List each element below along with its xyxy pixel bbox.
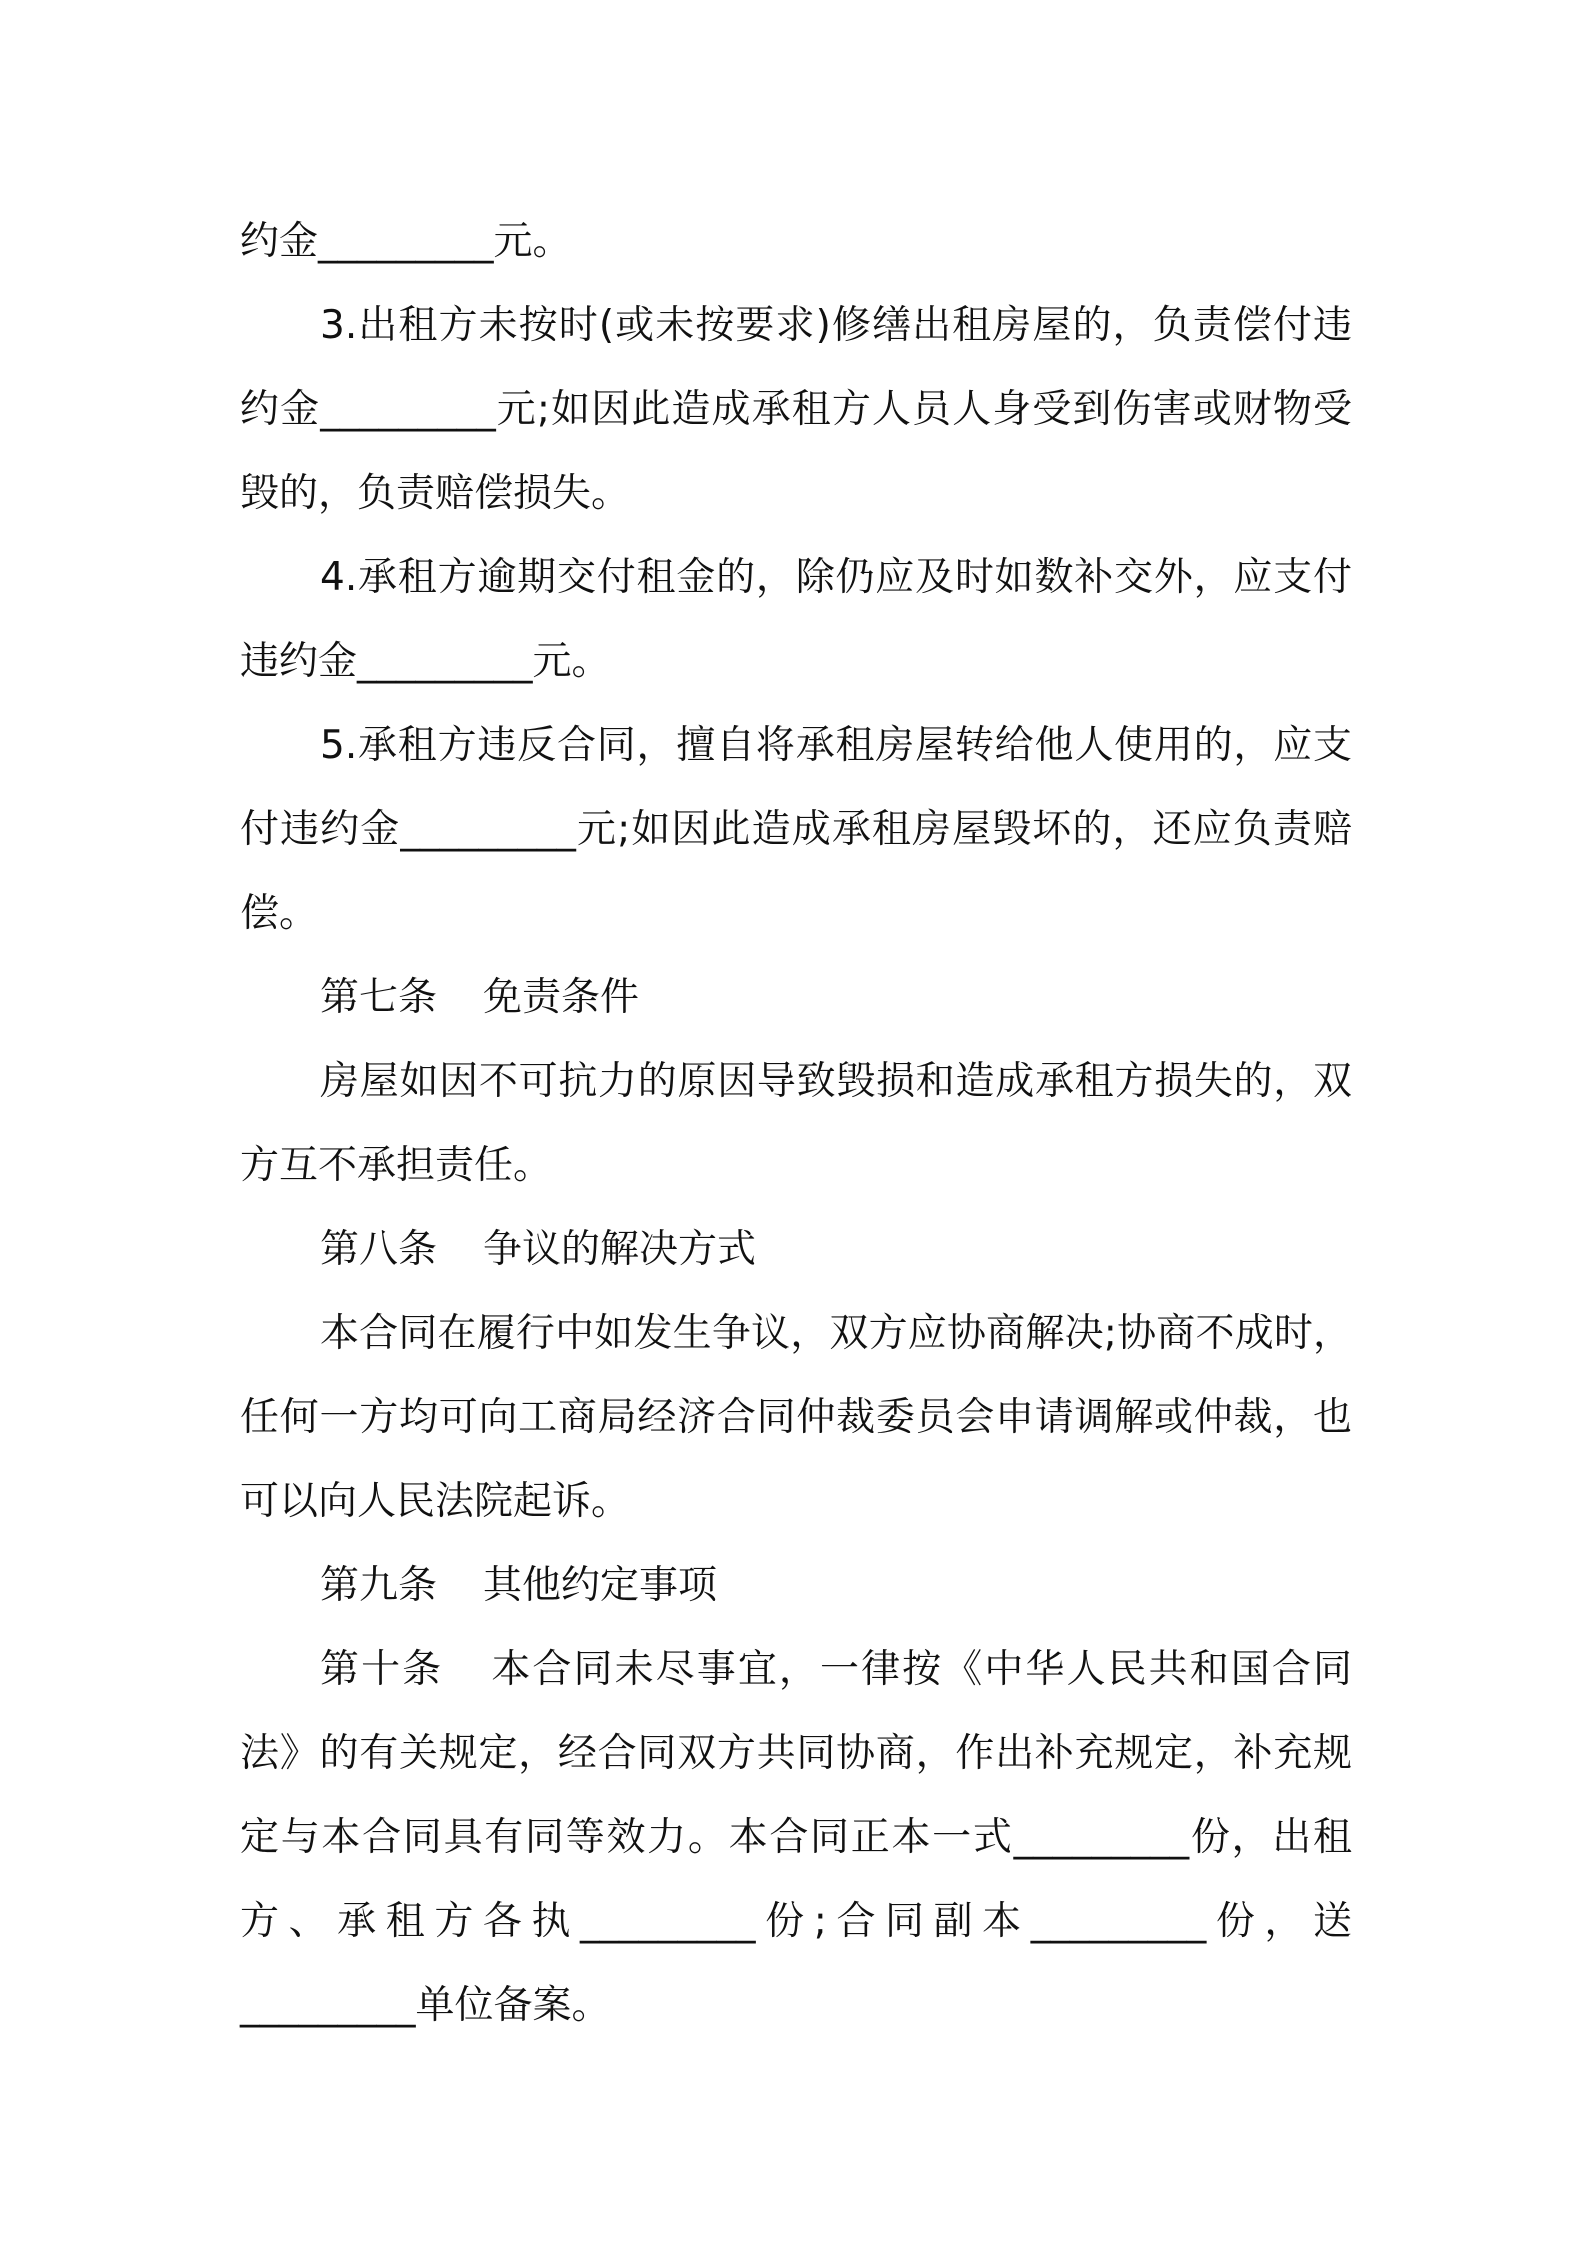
article-8-title: 争议的解决方式 [483,1227,757,1272]
article-10-body: 本合同未尽事宜，一律按《中华人民共和国合同法》的有关规定，经合同双方共同协商，作出补充规定，补充规定与本合同具有同等效力。本合同正本一式_________份，出租方、承租方各执_________份;合同副本_________份，送_________单位备案。 [240,1647,1352,2028]
clause-continuation: 约金_________元。 [240,219,572,264]
article-9-heading [240,1544,1352,1628]
clause-3: 3.出租方未按时(或未按要求)修缮出租房屋的，负责偿付违约金_________元;如因此造成承租方人员人身受到伤害或财物受毁的，负责赔偿损失。 [240,303,1352,516]
document-page [240,200,1352,2048]
article-9-number: 第九条 [320,1563,438,1608]
article-8-heading [240,1208,1352,1292]
article-9-title: 其他约定事项 [483,1563,718,1608]
article-10 [240,1628,1352,2048]
clause-5: 5.承租方违反合同，擅自将承租房屋转给他人使用的，应支付违约金_________元;如因此造成承租房屋毁坏的，还应负责赔偿。 [240,723,1352,936]
article-8-number: 第八条 [320,1227,438,1272]
article-10-number: 第十条 [320,1647,444,1692]
article-7-number: 第七条 [320,975,438,1020]
article-8-body: 本合同在履行中如发生争议，双方应协商解决;协商不成时，任何一方均可向工商局经济合同仲裁委员会申请调解或仲裁，也可以向人民法院起诉。 [240,1311,1352,1524]
clause-4: 4.承租方逾期交付租金的，除仍应及时如数补交外，应支付违约金_________元。 [240,555,1352,684]
article-7-heading [240,956,1352,1040]
article-7-body: 房屋如因不可抗力的原因导致毁损和造成承租方损失的，双方互不承担责任。 [240,1059,1352,1188]
article-7-title: 免责条件 [483,975,640,1020]
